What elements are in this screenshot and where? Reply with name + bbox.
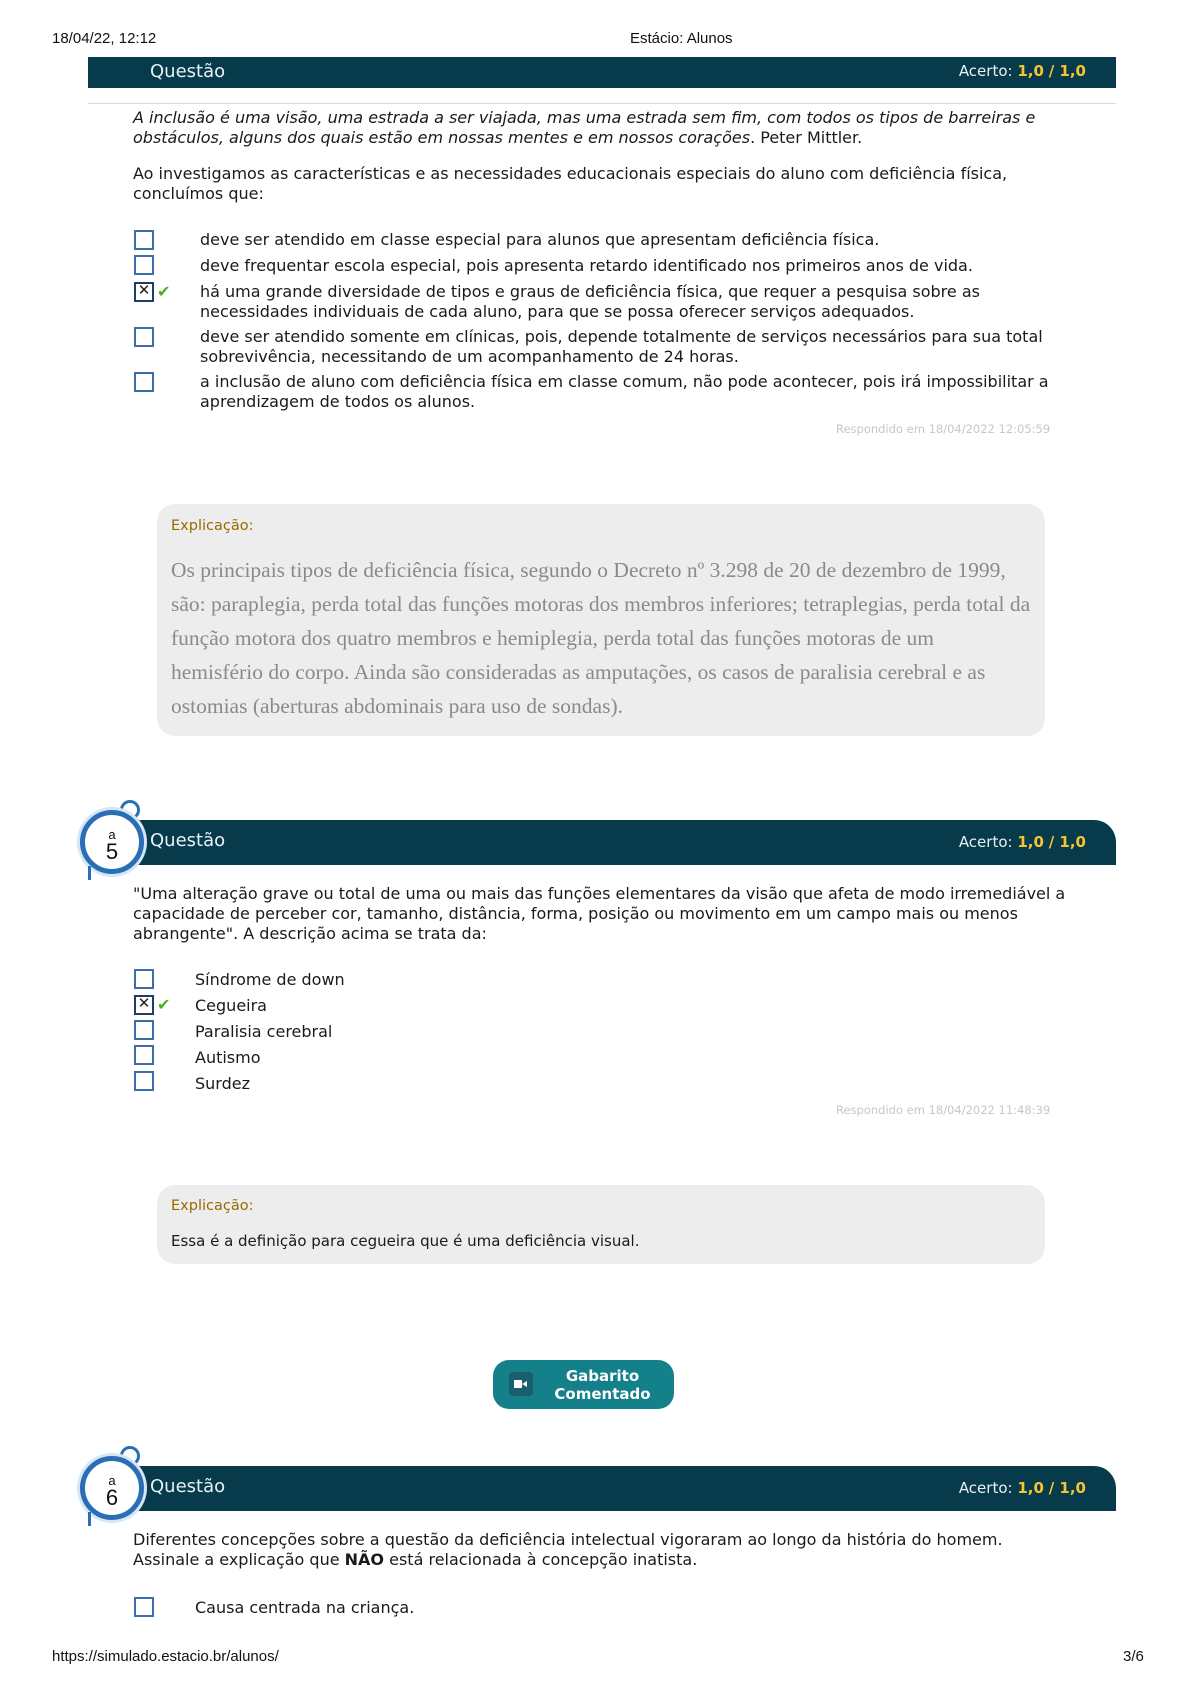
separator — [88, 103, 1116, 104]
prompt-bold: NÃO — [344, 1550, 385, 1569]
prompt-after: está relacionada à concepção inatista. — [384, 1550, 698, 1569]
question-5-prompt: "Uma alteração grave ou total de uma ou mais das funções elementares da visão que afeta de modo irremediável a capacidade de perceber cor, tamanho, distância, forma, posição ou movimento em um campo mais ou menos abrangente". A descrição acima se trata da: — [133, 884, 1066, 943]
option-text: Causa centrada na criança. — [195, 1598, 415, 1617]
question-label: Questão — [150, 1476, 226, 1497]
x-mark-icon: ✕ — [137, 281, 151, 299]
question-4-prompt: Ao investigamos as características e as necessidades educacionais especiais do aluno com deficiência física, concluímos que: — [133, 164, 1008, 203]
score-total: / 1,0 — [1048, 62, 1086, 80]
option-text: deve ser atendido somente em clínicas, pois, depende totalmente de serviços necessários para sua total sobrevivência, necessitando de um acompanhamento de 24 horas. — [200, 327, 1043, 366]
option-text: deve frequentar escola especial, pois apresenta retardo identificado nos primeiros anos de vida. — [200, 256, 973, 275]
option-text: Cegueira — [195, 996, 267, 1015]
question-6-header — [88, 1466, 1116, 1511]
option-checkbox[interactable] — [134, 255, 154, 275]
option-checkbox-checked[interactable] — [134, 282, 154, 302]
gabarito-comentado-button[interactable] — [493, 1360, 674, 1409]
quote-author: . Peter Mittler. — [750, 128, 863, 147]
score-label: Acerto: — [958, 1479, 1013, 1497]
question-number: 5 — [105, 839, 119, 864]
score-label: Acerto: — [958, 833, 1013, 851]
answered-timestamp: Respondido em 18/04/2022 12:05:59 — [836, 422, 1051, 436]
score-value: 1,0 — [1017, 833, 1044, 851]
option-checkbox[interactable] — [134, 969, 154, 989]
option-checkbox[interactable] — [134, 1071, 154, 1091]
explanation-box — [157, 1185, 1045, 1264]
option-text: Surdez — [195, 1074, 250, 1093]
gabarito-line1: Gabarito — [565, 1367, 640, 1385]
answered-timestamp: Respondido em 18/04/2022 11:48:39 — [836, 1103, 1051, 1117]
question-4-header — [88, 57, 1116, 88]
question-5-header — [88, 820, 1116, 865]
print-title: Estácio: Alunos — [630, 30, 733, 47]
explanation-label: Explicação: — [171, 1198, 254, 1214]
ordinal: a — [108, 827, 116, 842]
print-url: https://simulado.estacio.br/alunos/ — [52, 1648, 279, 1665]
question-label: Questão — [150, 61, 226, 82]
explanation-text: Os principais tipos de deficiência física, segundo o Decreto nº 3.298 de 20 de dezembro de 1999, são: paraplegia, perda total das funções motoras dos membros inferiores; tetraplegias, perda total da função motora dos quatro membros e hemiplegia, perda total das funções motoras de um hemisfério do corpo. Ainda são consideradas as amputações, os casos de paralisia cerebral e as ostomias (aberturas abdominais para uso de sondas). — [171, 558, 1031, 718]
option-text: Síndrome de down — [195, 970, 345, 989]
option-text: a inclusão de aluno com deficiência física em classe comum, não pode acontecer, pois irá impossibilitar a aprendizagem de todos os alunos. — [200, 372, 1049, 411]
option-checkbox-checked[interactable] — [134, 995, 154, 1015]
explanation-label: Explicação: — [171, 518, 254, 534]
score — [959, 62, 1086, 80]
option-checkbox[interactable] — [134, 327, 154, 347]
option-text: Autismo — [195, 1048, 261, 1067]
score-value: 1,0 — [1017, 1479, 1044, 1497]
option-text: há uma grande diversidade de tipos e graus de deficiência física, que requer a pesquisa sobre as necessidades individuais de cada aluno, para que se possa oferecer serviços adequados. — [200, 282, 980, 321]
score-total: / 1,0 — [1048, 1479, 1086, 1497]
score — [959, 833, 1086, 851]
gabarito-button-label — [541, 1367, 664, 1403]
option-checkbox[interactable] — [134, 372, 154, 392]
question-label: Questão — [150, 830, 226, 851]
option-checkbox[interactable] — [134, 1045, 154, 1065]
print-datetime: 18/04/22, 12:12 — [52, 30, 157, 47]
badge-decoration — [88, 1512, 91, 1526]
badge-decoration — [88, 866, 91, 880]
option-checkbox[interactable] — [134, 230, 154, 250]
question-4-quote — [133, 108, 1073, 148]
score — [959, 1479, 1086, 1497]
score-label: Acerto: — [958, 62, 1013, 80]
score-total: / 1,0 — [1048, 833, 1086, 851]
correct-check-icon: ✔ — [157, 282, 171, 301]
print-page-number: 3/6 — [1123, 1648, 1144, 1665]
score-value: 1,0 — [1017, 62, 1044, 80]
option-checkbox[interactable] — [134, 1597, 154, 1617]
explanation-box — [157, 504, 1045, 736]
question-number-badge — [80, 810, 144, 874]
option-checkbox[interactable] — [134, 1020, 154, 1040]
quote-text: A inclusão é uma visão, uma estrada a ser viajada, mas uma estrada sem fim, com todos os tipos de barreiras e obstáculos, alguns dos quais estão em nossas mentes e em nossos corações — [133, 108, 1036, 147]
video-icon — [509, 1372, 533, 1396]
question-number: 6 — [105, 1485, 119, 1510]
x-mark-icon: ✕ — [137, 994, 151, 1012]
option-text: Paralisia cerebral — [195, 1022, 333, 1041]
gabarito-line2: Comentado — [554, 1385, 651, 1403]
ordinal: a — [108, 1473, 116, 1488]
question-number-badge — [80, 1456, 144, 1520]
prompt-before: Diferentes concepções sobre a questão da deficiência intelectual vigoraram ao longo da história do homem. Assinale a explicação que — [133, 1530, 1003, 1569]
option-text: deve ser atendido em classe especial para alunos que apresentam deficiência física. — [200, 230, 880, 249]
question-6-prompt — [133, 1530, 1073, 1570]
correct-check-icon: ✔ — [157, 995, 171, 1014]
explanation-text: Essa é a definição para cegueira que é uma deficiência visual. — [171, 1232, 640, 1250]
